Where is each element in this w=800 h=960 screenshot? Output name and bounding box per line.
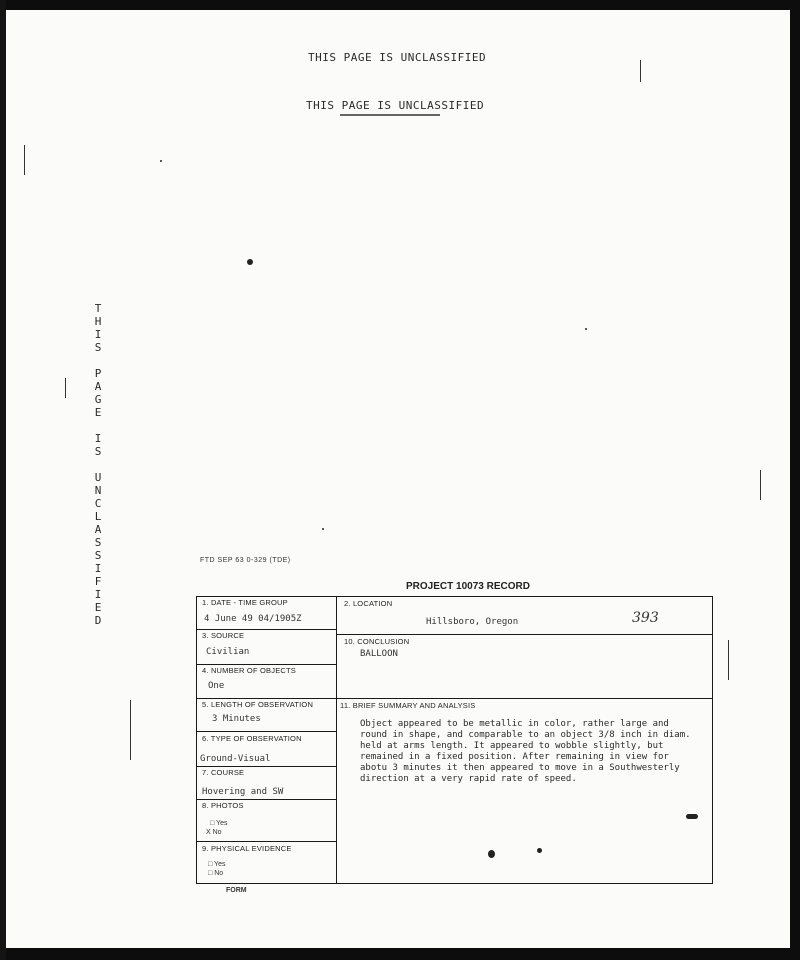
location-label: 2. LOCATION	[344, 599, 393, 608]
side-letter: P	[94, 367, 102, 380]
number-of-objects-label: 4. NUMBER OF OBJECTS	[202, 666, 297, 675]
header-classification-2: THIS PAGE IS UNCLASSIFIED	[306, 99, 485, 112]
side-letter: I	[94, 328, 102, 341]
form-rule	[196, 799, 336, 800]
summary-line: remained in a fixed position. After remaining in view for	[360, 752, 669, 762]
form-rule	[196, 629, 336, 630]
photos-yes-option: □ Yes	[210, 820, 228, 827]
scan-speck	[247, 259, 253, 265]
scan-streak	[760, 470, 761, 500]
location-value: Hillsboro, Oregon	[426, 617, 519, 627]
form-rule	[196, 596, 197, 884]
summary-line: held at arms length. It appeared to wobble slightly, but	[360, 741, 664, 751]
side-letter: F	[94, 575, 102, 588]
length-of-observation-value: 3 Minutes	[212, 714, 261, 724]
scan-speck	[160, 160, 162, 162]
side-letter: C	[94, 497, 102, 510]
form-rule	[196, 766, 336, 767]
side-letter: S	[94, 341, 102, 354]
evidence-yes-text: Yes	[214, 861, 226, 868]
conclusion-value: BALLOON	[360, 649, 398, 659]
scan-edge-left	[0, 0, 6, 960]
form-rule	[712, 596, 713, 884]
physical-evidence-label: 9. PHYSICAL EVIDENCE	[202, 844, 292, 853]
form-rule	[196, 731, 336, 732]
scan-streak	[130, 700, 131, 760]
date-time-label: 1. DATE - TIME GROUP	[202, 598, 288, 607]
side-letter: G	[94, 393, 102, 406]
scan-speck	[585, 328, 587, 330]
side-letter: I	[94, 432, 102, 445]
form-footer-label: FORM	[226, 887, 247, 894]
form-rule	[196, 596, 712, 597]
date-time-value: 4 June 49 04/1905Z	[204, 614, 302, 624]
side-letter	[92, 458, 104, 471]
record-form	[196, 596, 712, 884]
summary-text	[360, 719, 710, 785]
form-rule	[196, 841, 336, 842]
course-value: Hovering and SW	[202, 787, 284, 797]
side-classification-text	[92, 302, 104, 627]
form-rule	[196, 883, 712, 884]
form-code: FTD SEP 63 0-329 (TDE)	[200, 557, 291, 564]
evidence-no-option: □ No	[208, 870, 224, 877]
side-letter	[92, 354, 104, 367]
type-of-observation-label: 6. TYPE OF OBSERVATION	[202, 734, 302, 743]
side-letter: T	[94, 302, 102, 315]
scan-edge-top	[0, 0, 800, 10]
side-letter: E	[94, 601, 102, 614]
side-letter: I	[94, 562, 102, 575]
side-letter: D	[94, 614, 102, 627]
form-rule	[196, 698, 712, 699]
type-of-observation-value: Ground-Visual	[200, 754, 271, 764]
form-rule	[196, 664, 336, 665]
summary-line: round in shape, and comparable to an object 3/8 inch in diam.	[360, 730, 691, 740]
side-letter: S	[94, 536, 102, 549]
case-number: 393	[632, 610, 659, 626]
form-rule	[336, 634, 712, 635]
length-of-observation-label: 5. LENGTH OF OBSERVATION	[202, 700, 314, 709]
summary-line: Object appeared to be metallic in color, rather large and	[360, 719, 669, 729]
summary-line: abotu 3 minutes it then appeared to move in a Southwesterly	[360, 763, 680, 773]
source-label: 3. SOURCE	[202, 631, 245, 640]
side-letter	[92, 419, 104, 432]
source-value: Civilian	[206, 647, 250, 657]
scan-streak	[24, 145, 25, 175]
photos-no-text: No	[212, 829, 222, 836]
header-classification-1: THIS PAGE IS UNCLASSIFIED	[308, 51, 487, 64]
evidence-yes-option: □ Yes	[208, 861, 226, 868]
form-rule	[336, 596, 337, 884]
side-letter: H	[94, 315, 102, 328]
course-label: 7. COURSE	[202, 768, 245, 777]
conclusion-label: 10. CONCLUSION	[344, 637, 410, 646]
side-letter: L	[94, 510, 102, 523]
photos-yes-text: Yes	[216, 820, 228, 827]
side-letter: S	[94, 445, 102, 458]
scan-streak	[65, 378, 66, 398]
side-letter: N	[94, 484, 102, 497]
side-letter: A	[94, 523, 102, 536]
side-letter: U	[94, 471, 102, 484]
summary-label: 11. BRIEF SUMMARY AND ANALYSIS	[340, 701, 476, 710]
header-underline	[340, 114, 440, 116]
scan-edge-right	[790, 0, 800, 960]
side-letter: A	[94, 380, 102, 393]
photos-no-option	[206, 829, 222, 836]
number-of-objects-value: One	[208, 681, 225, 691]
photos-label: 8. PHOTOS	[202, 801, 244, 810]
evidence-no-text: No	[214, 870, 224, 877]
scan-streak	[728, 640, 729, 680]
scan-edge-bottom	[0, 948, 800, 960]
scan-speck	[322, 528, 324, 530]
photos-no-mark: X	[206, 829, 211, 836]
side-letter: I	[94, 588, 102, 601]
record-title: PROJECT 10073 RECORD	[406, 581, 530, 592]
side-letter: S	[94, 549, 102, 562]
side-letter: E	[94, 406, 102, 419]
summary-line: direction at a very rapid rate of speed.	[360, 774, 577, 784]
scan-streak	[640, 60, 641, 82]
